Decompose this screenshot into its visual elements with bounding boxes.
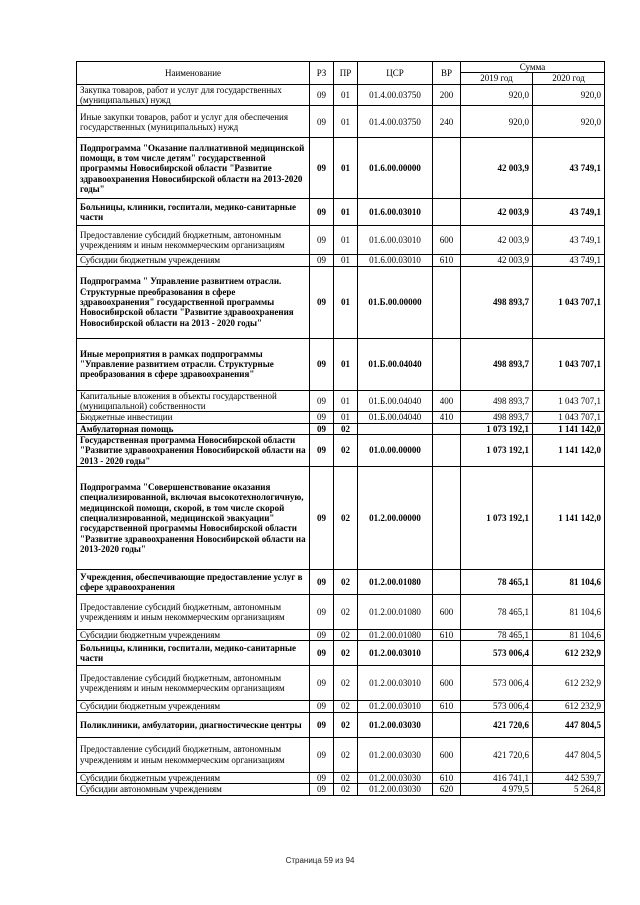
cell-pr: 02 (334, 630, 358, 641)
cell-vr (433, 467, 461, 570)
cell-pr: 02 (334, 423, 358, 434)
cell-csr: 01.Б.00.00000 (358, 266, 433, 338)
cell-name: Субсидии бюджетным учреждениям (77, 255, 310, 266)
cell-2019: 42 003,9 (461, 226, 533, 255)
cell-name: Субсидии бюджетным учреждениям (77, 772, 310, 783)
cell-csr: 01.2.00.03030 (358, 784, 433, 795)
header-name: Наименование (77, 62, 310, 85)
cell-name: Поликлиники, амбулатории, диагностические центры (77, 712, 310, 737)
cell-name: Субсидии бюджетным учреждениям (77, 701, 310, 712)
cell-2019: 498 893,7 (461, 338, 533, 390)
cell-name: Бюджетные инвестиции (77, 412, 310, 423)
table-row (77, 666, 605, 701)
cell-vr: 610 (433, 630, 461, 641)
cell-pr: 02 (334, 784, 358, 795)
table-row (77, 84, 605, 106)
cell-pr: 01 (334, 199, 358, 226)
cell-vr: 600 (433, 737, 461, 772)
cell-vr (433, 199, 461, 226)
cell-2020: 612 232,9 (533, 641, 605, 666)
table-row (77, 255, 605, 266)
cell-2020: 1 141 142,0 (533, 467, 605, 570)
cell-rz: 09 (310, 255, 334, 266)
cell-csr: 01.2.00.01080 (358, 595, 433, 630)
budget-table (76, 61, 605, 796)
cell-name: Иные мероприятия в рамках подпрограммы "Управление развитием отрасли. Структурные преобразования в сфере здравоохранения" (77, 338, 310, 390)
cell-csr: 01.Б.00.04040 (358, 412, 433, 423)
cell-2019: 4 979,5 (461, 784, 533, 795)
cell-csr: 01.4.00.03750 (358, 106, 433, 138)
table-row (77, 737, 605, 772)
cell-name: Субсидии автономным учреждениям (77, 784, 310, 795)
cell-2020: 5 264,8 (533, 784, 605, 795)
header-csr: ЦСР (358, 62, 433, 85)
cell-pr: 01 (334, 390, 358, 412)
table-body (77, 84, 605, 795)
cell-2020: 920,0 (533, 106, 605, 138)
cell-csr: 01.6.00.03010 (358, 226, 433, 255)
cell-csr: 01.2.00.03030 (358, 772, 433, 783)
cell-rz: 09 (310, 772, 334, 783)
cell-2019: 416 741,1 (461, 772, 533, 783)
cell-pr: 02 (334, 641, 358, 666)
table-row (77, 570, 605, 595)
table-row (77, 390, 605, 412)
cell-vr: 200 (433, 84, 461, 106)
cell-vr: 600 (433, 226, 461, 255)
cell-2019: 78 465,1 (461, 570, 533, 595)
table-row (77, 266, 605, 338)
cell-2020: 1 043 707,1 (533, 338, 605, 390)
cell-rz: 09 (310, 435, 334, 467)
cell-2019: 498 893,7 (461, 390, 533, 412)
cell-vr: 240 (433, 106, 461, 138)
cell-name: Амбулаторная помощь (77, 423, 310, 434)
cell-2020: 920,0 (533, 84, 605, 106)
cell-rz: 09 (310, 467, 334, 570)
cell-2019: 1 073 192,1 (461, 467, 533, 570)
cell-name: Предоставление субсидий бюджетным, автономным учреждениям и иным некоммерческим организациям (77, 666, 310, 701)
cell-pr: 01 (334, 266, 358, 338)
cell-name: Предоставление субсидий бюджетным, автономным учреждениям и иным некоммерческим организациям (77, 737, 310, 772)
header-vr: ВР (433, 62, 461, 85)
cell-rz: 09 (310, 701, 334, 712)
cell-csr: 01.6.00.03010 (358, 199, 433, 226)
cell-2020: 1 141 142,0 (533, 435, 605, 467)
cell-2019: 421 720,6 (461, 737, 533, 772)
header-sum: Сумма (461, 62, 605, 73)
table-row (77, 338, 605, 390)
cell-vr: 600 (433, 666, 461, 701)
cell-pr: 02 (334, 666, 358, 701)
table-row (77, 467, 605, 570)
cell-csr (358, 423, 433, 434)
cell-2020: 81 104,6 (533, 570, 605, 595)
cell-2020: 1 043 707,1 (533, 390, 605, 412)
cell-name: Субсидии бюджетным учреждениям (77, 630, 310, 641)
header-2020: 2020 год (533, 73, 605, 84)
cell-rz: 09 (310, 630, 334, 641)
cell-vr: 610 (433, 255, 461, 266)
cell-rz: 09 (310, 712, 334, 737)
cell-2019: 573 006,4 (461, 641, 533, 666)
cell-2019: 573 006,4 (461, 701, 533, 712)
cell-rz: 09 (310, 595, 334, 630)
cell-2019: 421 720,6 (461, 712, 533, 737)
table-row (77, 106, 605, 138)
cell-name: Подпрограмма "Совершенствование оказания специализированной, включая высокотехнологичную, медицинской помощи, скорой, в том числе скорой специализированной, медицинской эвакуации" государственной программы Новосибирской области "Развитие здравоохранения Новосибирской области на 2013-2020 годы" (77, 467, 310, 570)
cell-rz: 09 (310, 641, 334, 666)
table-row (77, 423, 605, 434)
cell-pr: 01 (334, 138, 358, 199)
cell-pr: 01 (334, 106, 358, 138)
cell-rz: 09 (310, 266, 334, 338)
cell-2020: 1 141 142,0 (533, 423, 605, 434)
cell-csr: 01.2.00.00000 (358, 467, 433, 570)
cell-2019: 78 465,1 (461, 595, 533, 630)
cell-rz: 09 (310, 666, 334, 701)
cell-csr: 01.2.00.01080 (358, 570, 433, 595)
table-row (77, 412, 605, 423)
cell-2019: 42 003,9 (461, 255, 533, 266)
cell-2020: 81 104,6 (533, 630, 605, 641)
cell-rz: 09 (310, 570, 334, 595)
cell-pr: 02 (334, 772, 358, 783)
cell-rz: 09 (310, 784, 334, 795)
cell-name: Больницы, клиники, госпитали, медико-санитарные части (77, 199, 310, 226)
cell-vr (433, 641, 461, 666)
cell-rz: 09 (310, 412, 334, 423)
cell-name: Подпрограмма " Управление развитием отрасли. Структурные преобразования в сфере здравоохранения" государственной программы Новосибирской области "Развитие здравоохранения Новосибирской области на 2013 - 2020 годы" (77, 266, 310, 338)
cell-pr: 02 (334, 595, 358, 630)
cell-2020: 442 539,7 (533, 772, 605, 783)
cell-vr (433, 423, 461, 434)
cell-2019: 920,0 (461, 106, 533, 138)
table-row (77, 199, 605, 226)
cell-vr (433, 266, 461, 338)
cell-csr: 01.Б.00.04040 (358, 390, 433, 412)
cell-vr: 620 (433, 784, 461, 795)
cell-pr: 01 (334, 338, 358, 390)
cell-csr: 01.Б.00.04040 (358, 338, 433, 390)
header-pr: ПР (334, 62, 358, 85)
header-2019: 2019 год (461, 73, 533, 84)
cell-name: Капитальные вложения в объекты государственной (муниципальной) собственности (77, 390, 310, 412)
cell-vr: 610 (433, 772, 461, 783)
cell-name: Иные закупки товаров, работ и услуг для обеспечения государственных (муниципальных) нужд (77, 106, 310, 138)
cell-2020: 612 232,9 (533, 701, 605, 712)
cell-2019: 1 073 192,1 (461, 435, 533, 467)
cell-name: Учреждения, обеспечивающие предоставление услуг в сфере здравоохранения (77, 570, 310, 595)
cell-2019: 42 003,9 (461, 138, 533, 199)
cell-rz: 09 (310, 138, 334, 199)
header-rz: РЗ (310, 62, 334, 85)
cell-rz: 09 (310, 199, 334, 226)
cell-vr (433, 712, 461, 737)
table-row (77, 138, 605, 199)
cell-vr (433, 570, 461, 595)
cell-2020: 81 104,6 (533, 595, 605, 630)
cell-2020: 43 749,1 (533, 255, 605, 266)
cell-rz: 09 (310, 390, 334, 412)
cell-csr: 01.2.00.03030 (358, 712, 433, 737)
table-row (77, 772, 605, 783)
cell-name: Закупка товаров, работ и услуг для государственных (муниципальных) нужд (77, 84, 310, 106)
cell-vr: 600 (433, 595, 461, 630)
cell-2019: 1 073 192,1 (461, 423, 533, 434)
cell-rz: 09 (310, 106, 334, 138)
cell-2019: 78 465,1 (461, 630, 533, 641)
cell-csr: 01.2.00.03010 (358, 641, 433, 666)
cell-csr: 01.4.00.03750 (358, 84, 433, 106)
cell-2020: 43 749,1 (533, 199, 605, 226)
table-row (77, 226, 605, 255)
cell-name: Предоставление субсидий бюджетным, автономным учреждениям и иным некоммерческим организациям (77, 595, 310, 630)
cell-2019: 498 893,7 (461, 412, 533, 423)
cell-csr: 01.6.00.03010 (358, 255, 433, 266)
table-row (77, 641, 605, 666)
cell-pr: 02 (334, 737, 358, 772)
table-row (77, 595, 605, 630)
table-row (77, 435, 605, 467)
cell-pr: 01 (334, 84, 358, 106)
cell-pr: 01 (334, 412, 358, 423)
cell-pr: 02 (334, 435, 358, 467)
cell-name: Государственная программа Новосибирской области "Развитие здравоохранения Новосибирской области на 2013 - 2020 годы" (77, 435, 310, 467)
cell-vr (433, 338, 461, 390)
table-row (77, 712, 605, 737)
cell-2019: 42 003,9 (461, 199, 533, 226)
table-row (77, 630, 605, 641)
cell-rz: 09 (310, 84, 334, 106)
cell-2020: 447 804,5 (533, 712, 605, 737)
cell-2020: 447 804,5 (533, 737, 605, 772)
table-row (77, 701, 605, 712)
cell-vr (433, 138, 461, 199)
cell-name: Подпрограмма "Оказание паллиативной медицинской помощи, в том числе детям" государственной программы Новосибирской области "Развитие здравоохранения Новосибирской области на 2013-2020 годы" (77, 138, 310, 199)
cell-csr: 01.0.00.00000 (358, 435, 433, 467)
cell-rz: 09 (310, 226, 334, 255)
cell-rz: 09 (310, 423, 334, 434)
page-footer: Страница 59 из 94 (285, 856, 355, 865)
cell-2019: 573 006,4 (461, 666, 533, 701)
table-row (77, 784, 605, 795)
cell-csr: 01.6.00.00000 (358, 138, 433, 199)
cell-vr: 400 (433, 390, 461, 412)
cell-2020: 43 749,1 (533, 226, 605, 255)
cell-csr: 01.2.00.03010 (358, 666, 433, 701)
cell-name: Предоставление субсидий бюджетным, автономным учреждениям и иным некоммерческим организациям (77, 226, 310, 255)
cell-vr: 610 (433, 701, 461, 712)
cell-pr: 02 (334, 467, 358, 570)
cell-2020: 1 043 707,1 (533, 412, 605, 423)
cell-name: Больницы, клиники, госпитали, медико-санитарные части (77, 641, 310, 666)
cell-vr (433, 435, 461, 467)
cell-2019: 920,0 (461, 84, 533, 106)
cell-pr: 02 (334, 570, 358, 595)
cell-rz: 09 (310, 338, 334, 390)
cell-pr: 02 (334, 701, 358, 712)
cell-2019: 498 893,7 (461, 266, 533, 338)
cell-rz: 09 (310, 737, 334, 772)
cell-2020: 612 232,9 (533, 666, 605, 701)
cell-csr: 01.2.00.01080 (358, 630, 433, 641)
cell-pr: 01 (334, 255, 358, 266)
cell-2020: 43 749,1 (533, 138, 605, 199)
cell-csr: 01.2.00.03030 (358, 737, 433, 772)
cell-2020: 1 043 707,1 (533, 266, 605, 338)
cell-pr: 01 (334, 226, 358, 255)
cell-pr: 02 (334, 712, 358, 737)
cell-vr: 410 (433, 412, 461, 423)
cell-csr: 01.2.00.03010 (358, 701, 433, 712)
